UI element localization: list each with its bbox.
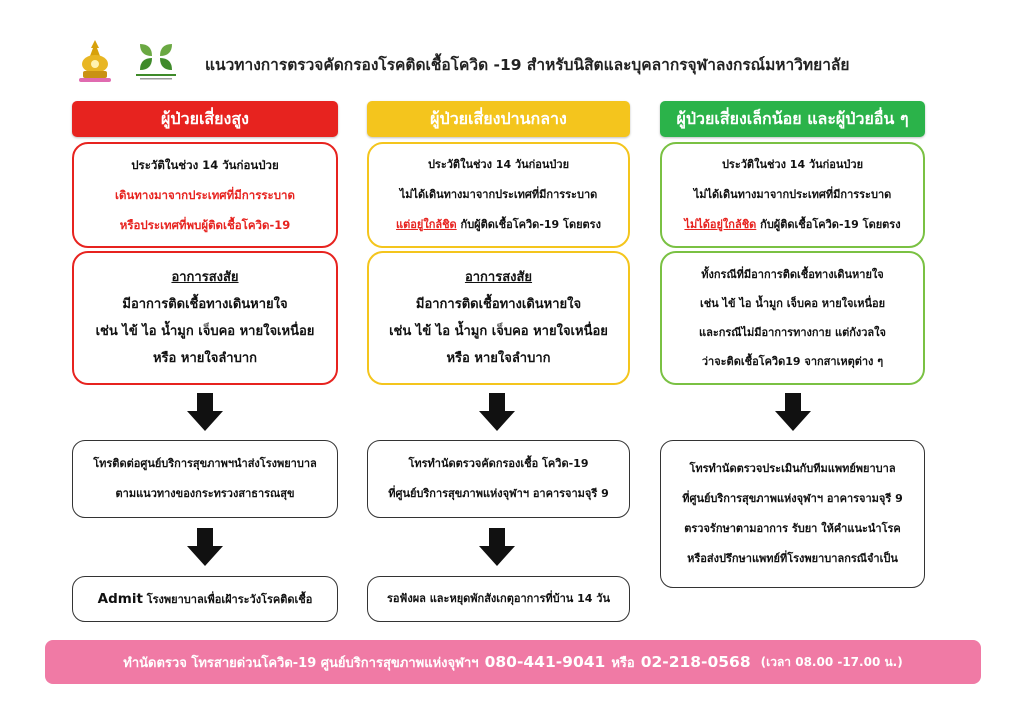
history-line: กับผู้ติดเชื้อโควิด-19 โดยตรง xyxy=(456,218,601,231)
symptom-line: เช่น ไข้ ไอ น้ำมูก เจ็บคอ หายใจเหนื่อย xyxy=(95,324,315,339)
down-arrow-icon xyxy=(185,393,225,433)
history-line: ประวัติในช่วง 14 วันก่อนป่วย xyxy=(427,158,570,171)
history-highlight: แต่อยู่ใกล้ชิด xyxy=(396,218,457,231)
hotline-or: หรือ xyxy=(611,655,635,671)
history-line: ประวัติในช่วง 14 วันก่อนป่วย xyxy=(131,158,279,172)
hotline-phone-2[interactable]: 02-218-0568 xyxy=(640,653,751,671)
history-box-high xyxy=(72,142,338,248)
history-line: ประวัติในช่วง 14 วันก่อนป่วย xyxy=(721,158,864,171)
hotline-phone-1[interactable]: 080-441-9041 xyxy=(484,653,606,671)
action-line: ที่ศูนย์บริการสุขภาพแห่งจุฬาฯ อาคารจามจุรี 9 xyxy=(388,487,609,500)
admit-label: Admit xyxy=(97,590,143,607)
header-medium-risk: ผู้ป่วยเสี่ยงปานกลาง xyxy=(367,101,630,137)
down-arrow-icon xyxy=(185,528,225,568)
symptom-line: ทั้งกรณีที่มีอาการติดเชื้อทางเดินหายใจ xyxy=(701,268,884,281)
symptom-line: หรือ หายใจลำบาก xyxy=(152,351,258,366)
history-line: หรือประเทศที่พบผู้ติดเชื้อโควิด-19 xyxy=(119,218,291,232)
hotline-hours: (เวลา 08.00 -17.00 น.) xyxy=(760,654,903,669)
hotline-banner xyxy=(45,640,981,684)
action-box-high-1 xyxy=(72,440,338,518)
symptom-line: มีอาการติดเชื้อทางเดินหายใจ xyxy=(415,297,582,312)
page-title: แนวทางการตรวจคัดกรองโรคติดเชื้อโควิด -19 สำหรับนิสิตและบุคลากรจุฬาลงกรณ์มหาวิทยาลัย xyxy=(205,56,850,74)
symptoms-box-low xyxy=(660,251,925,385)
symptom-line: เช่น ไข้ ไอ น้ำมูก เจ็บคอ หายใจเหนื่อย xyxy=(699,297,886,310)
history-line: เดินทางมาจากประเทศที่มีการระบาด xyxy=(115,188,295,202)
symptoms-box-medium xyxy=(367,251,630,385)
symptom-line: หรือ หายใจลำบาก xyxy=(446,351,551,366)
symptoms-box-high xyxy=(72,251,338,385)
action-box-medium-1 xyxy=(367,440,630,518)
university-crest-logo xyxy=(76,38,114,86)
history-highlight: ไม่ได้อยู่ใกล้ชิด xyxy=(684,218,757,231)
header-high-risk: ผู้ป่วยเสี่ยงสูง xyxy=(72,101,338,137)
history-line: ไม่ได้เดินทางมาจากประเทศที่มีการระบาด xyxy=(399,188,598,201)
action-box-low xyxy=(660,440,925,588)
symptom-line: มีอาการติดเชื้อทางเดินหายใจ xyxy=(122,297,288,312)
action-line: ตรวจรักษาตามอาการ รับยา ให้คำแนะนำโรค xyxy=(684,522,901,535)
history-line: ไม่ได้เดินทางมาจากประเทศที่มีการระบาด xyxy=(693,188,892,201)
action-box-medium-2 xyxy=(367,576,630,622)
symptom-line: ว่าจะติดเชื้อโควิด19 จากสาเหตุต่าง ๆ xyxy=(701,355,884,368)
action-line: หรือส่งปรึกษาแพทย์ที่โรงพยาบาลกรณีจำเป็น xyxy=(687,552,898,565)
header-low-risk: ผู้ป่วยเสี่ยงเล็กน้อย และผู้ป่วยอื่น ๆ xyxy=(660,101,925,137)
hotline-text: ทำนัดตรวจ โทรสายด่วนโควิด-19 ศูนย์บริการสุขภาพแห่งจุฬาฯ xyxy=(123,655,479,671)
symptom-line: เช่น ไข้ ไอ น้ำมูก เจ็บคอ หายใจเหนื่อย xyxy=(389,324,608,339)
action-line: ตามแนวทางของกระทรวงสาธารณสุข xyxy=(115,487,295,500)
history-box-medium xyxy=(367,142,630,248)
symptoms-title: อาการสงสัย xyxy=(171,270,239,285)
action-line: โทรติดต่อศูนย์บริการสุขภาพฯนำส่งโรงพยาบาล xyxy=(93,457,317,470)
health-center-logo xyxy=(132,40,180,82)
action-line: โทรทำนัดตรวจคัดกรองเชื้อ โควิด-19 xyxy=(408,457,589,470)
action-line: รอฟังผล และหยุดพักสังเกตุอาการที่บ้าน 14 วัน xyxy=(387,592,610,605)
down-arrow-icon xyxy=(773,393,813,433)
action-line: ที่ศูนย์บริการสุขภาพแห่งจุฬาฯ อาคารจามจุรี 9 xyxy=(682,492,903,505)
symptoms-title: อาการสงสัย xyxy=(464,270,533,285)
action-line: โรงพยาบาลเพื่อเฝ้าระวังโรคติดเชื้อ xyxy=(142,592,313,606)
symptom-line: และกรณีไม่มีอาการทางกาย แต่กังวลใจ xyxy=(699,326,886,339)
history-box-low xyxy=(660,142,925,248)
action-box-high-2 xyxy=(72,576,338,622)
action-line: โทรทำนัดตรวจประเมินกับทีมแพทย์พยาบาล xyxy=(689,462,896,475)
history-line: กับผู้ติดเชื้อโควิด-19 โดยตรง xyxy=(756,218,901,231)
down-arrow-icon xyxy=(477,393,517,433)
down-arrow-icon xyxy=(477,528,517,568)
